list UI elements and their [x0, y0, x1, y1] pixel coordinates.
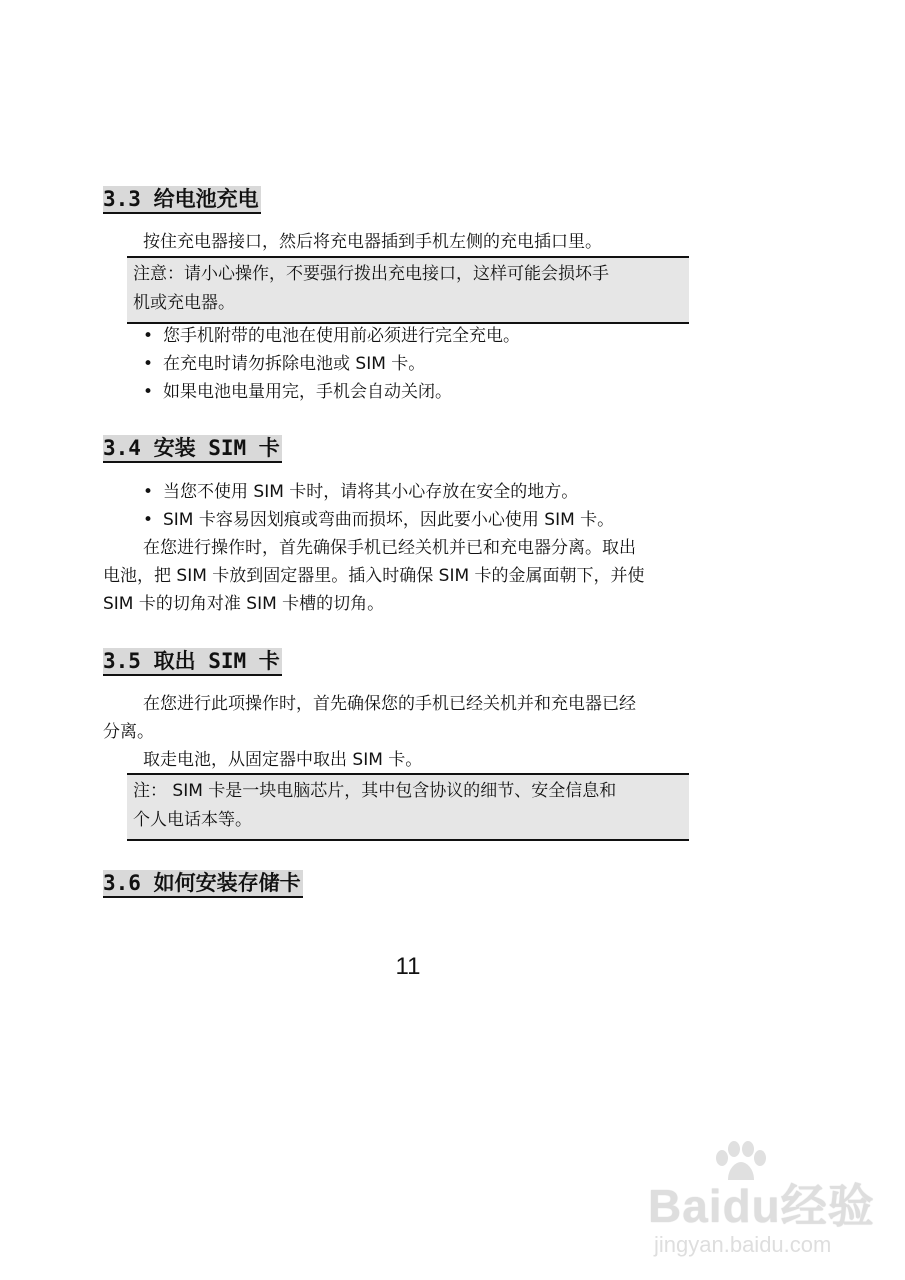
page-number: 11 [395, 953, 421, 980]
list-item: • 如果电池电量用完，手机会自动关闭。 [143, 378, 520, 406]
list-item: • 当您不使用 SIM 卡时，请将其小心存放在安全的地方。 [143, 478, 614, 506]
list-item: • 您手机附带的电池在使用前必须进行完全充电。 [143, 322, 520, 350]
baidu-watermark [648, 1140, 878, 1270]
bullet-list-sim-install [143, 478, 614, 534]
paragraph-line: 电池，把 SIM 卡放到固定器里。插入时确保 SIM 卡的金属面朝下，并使 [103, 566, 645, 586]
bullet-list-charging [143, 322, 520, 406]
note-box-sim-chip [127, 773, 689, 841]
list-item: • SIM 卡容易因划痕或弯曲而损坏，因此要小心使用 SIM 卡。 [143, 506, 614, 534]
section-heading-3-3: 3.3 给电池充电 [103, 186, 261, 214]
section-3-3-intro: 按住充电器接口，然后将充电器插到手机左侧的充电插口里。 [143, 232, 602, 252]
note-line: 注意：请小心操作，不要强行拨出充电接口，这样可能会损坏手 [133, 264, 609, 284]
paragraph-line: 分离。 [103, 722, 154, 742]
list-item: • 在充电时请勿拆除电池或 SIM 卡。 [143, 350, 520, 378]
watermark-logo-text: Baidu经验 [648, 1180, 875, 1232]
paragraph-line: SIM 卡的切角对准 SIM 卡槽的切角。 [103, 594, 385, 614]
watermark-url: jingyan.baidu.com [654, 1232, 832, 1257]
paragraph-line: 在您进行操作时，首先确保手机已经关机并已和充电器分离。取出 [143, 538, 636, 558]
section-heading-3-4: 3.4 安装 SIM 卡 [103, 435, 282, 463]
note-line: 注： SIM 卡是一块电脑芯片，其中包含协议的细节、安全信息和 [133, 781, 617, 801]
note-line: 个人电话本等。 [133, 810, 252, 830]
paragraph-line: 取走电池，从固定器中取出 SIM 卡。 [143, 750, 423, 770]
note-box-charging [127, 256, 689, 324]
section-heading-3-6: 3.6 如何安装存储卡 [103, 870, 303, 898]
note-line: 机或充电器。 [133, 293, 235, 313]
section-heading-3-5: 3.5 取出 SIM 卡 [103, 648, 282, 676]
paragraph-line: 在您进行此项操作时，首先确保您的手机已经关机并和充电器已经 [143, 694, 636, 714]
